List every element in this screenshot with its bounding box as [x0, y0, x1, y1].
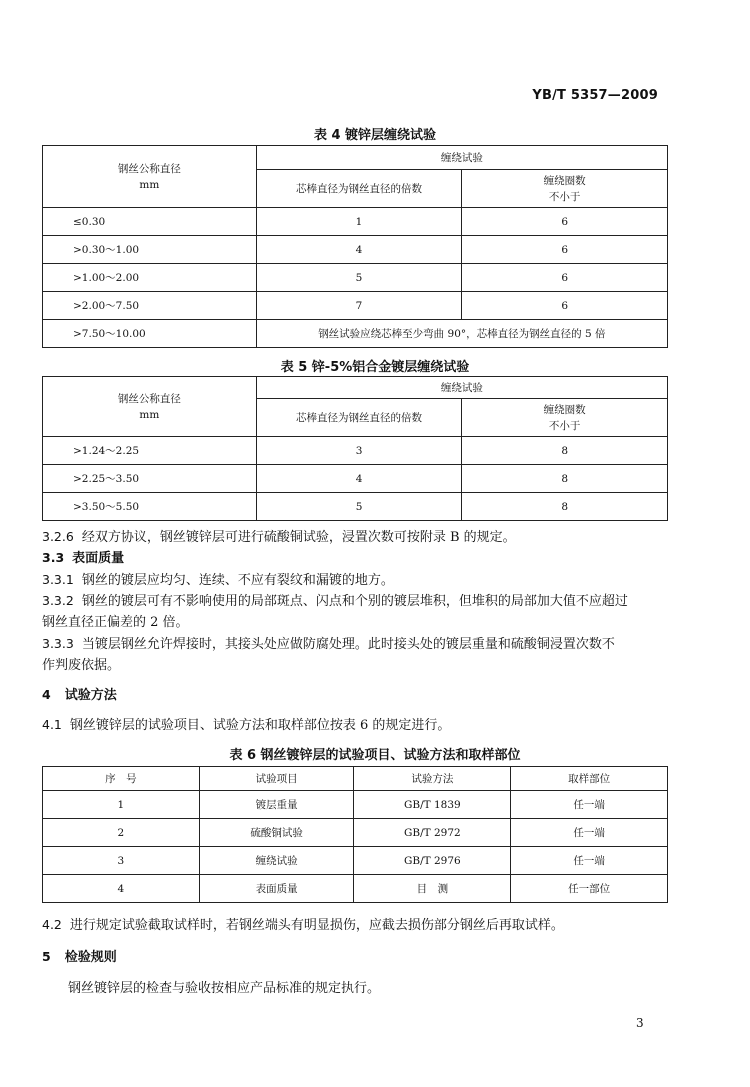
table5-head-turns: 缠绕圈数 不小于: [462, 399, 668, 437]
table-row: >1.24～2.25 3 8: [43, 437, 668, 465]
table-row: 1 镀层重量 GB/T 1839 任一端: [43, 791, 668, 819]
table-row: >2.00～7.50 7 6: [43, 292, 668, 320]
table-row: ≤0.30 1 6: [43, 208, 668, 236]
table5-head-diameter: 钢丝公称直径 mm: [43, 377, 257, 437]
table5-head-test: 缠绕试验: [256, 377, 667, 399]
heading-4: 4 试验方法: [42, 687, 117, 703]
clause-4-1: 4.1 钢丝镀锌层的试验项目、试验方法和取样部位按表 6 的规定进行。: [42, 717, 451, 733]
table4-head-diameter: 钢丝公称直径 mm: [43, 146, 257, 208]
table-row: >7.50～10.00 钢丝试验应绕芯棒至少弯曲 90°，芯棒直径为钢丝直径的 5 倍: [43, 320, 668, 348]
table4-head-turns: 缠绕圈数 不小于: [462, 170, 668, 208]
clause-3-3-3: 3.3.3 当镀层钢丝允许焊接时，其接头处应做防腐处理。此时接头处的镀层重量和硫酸铜浸置次数不 作判废依据。: [42, 636, 615, 673]
table4-head-mandrel: 芯棒直径为钢丝直径的倍数: [256, 170, 462, 208]
table-row: 2 硫酸铜试验 GB/T 2972 任一端: [43, 819, 668, 847]
clause-3-3-2: 3.3.2 钢丝的镀层可有不影响使用的局部斑点、闪点和个别的镀层堆积，但堆积的局部加大值不应超过 钢丝直径正偏差的 2 倍。: [42, 593, 628, 630]
table-row: 3 缠绕试验 GB/T 2976 任一端: [43, 847, 668, 875]
standard-code: YB/T 5357—2009: [532, 88, 658, 103]
table-row: 4 表面质量 目 测 任一部位: [43, 875, 668, 903]
table-row: >1.00～2.00 5 6: [43, 264, 668, 292]
clause-4-2: 4.2 进行规定试验截取试样时，若钢丝端头有明显损伤，应截去损伤部分钢丝后再取试样。: [42, 917, 564, 933]
clause-5-text: 钢丝镀锌层的检查与验收按相应产品标准的规定执行。: [68, 981, 381, 996]
table4: [42, 145, 668, 348]
table4-caption: 表 4 镀锌层缠绕试验: [313, 128, 437, 143]
table6-header-row: 序 号 试验项目 试验方法 取样部位: [43, 767, 668, 791]
heading-5: 5 检验规则: [42, 949, 117, 965]
table4-note: 钢丝试验应绕芯棒至少弯曲 90°，芯棒直径为钢丝直径的 5 倍: [256, 320, 667, 348]
table-row: >0.30～1.00 4 6: [43, 236, 668, 264]
clause-3-2-6: 3.2.6 经双方协议，钢丝镀锌层可进行硫酸铜试验，浸置次数可按附录 B 的规定。: [42, 529, 516, 545]
table5-head-mandrel: 芯棒直径为钢丝直径的倍数: [256, 399, 462, 437]
heading-3-3: 3.3 表面质量: [42, 550, 125, 566]
table6-caption: 表 6 钢丝镀锌层的试验项目、试验方法和取样部位: [229, 748, 521, 763]
table5: [42, 376, 668, 521]
clause-3-3-1: 3.3.1 钢丝的镀层应均匀、连续、不应有裂纹和漏镀的地方。: [42, 572, 394, 588]
table5-caption: 表 5 锌-5%铝合金镀层缠绕试验: [280, 360, 470, 375]
page-number: 3: [636, 1016, 644, 1030]
table6: [42, 766, 668, 903]
table4-head-test: 缠绕试验: [256, 146, 667, 170]
table-row: >3.50～5.50 5 8: [43, 493, 668, 521]
table-row: >2.25～3.50 4 8: [43, 465, 668, 493]
